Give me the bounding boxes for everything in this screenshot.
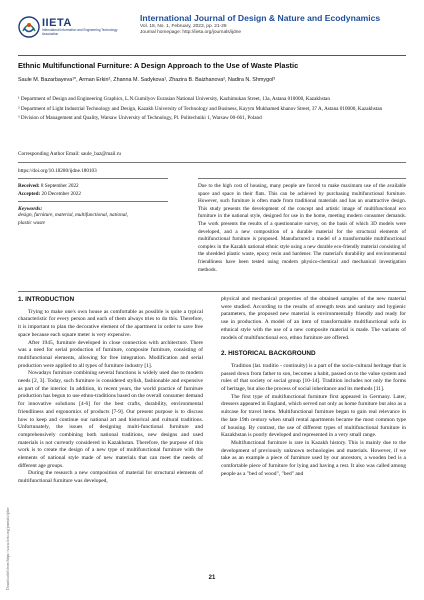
doi-link[interactable]: https://doi.org/10.18280/ijdne.180103	[18, 168, 97, 174]
iieta-logo-icon	[18, 16, 40, 38]
affiliation-3: ³ Division of Management and Quality, Warsaw University of Technology, Pl. Politechniki 1, Warsaw 00-661, Poland	[18, 115, 262, 121]
paragraph: During the research a new composition of material for structural elements of multifunctional furniture was developed,	[18, 470, 203, 485]
article-info-box	[18, 178, 168, 227]
homepage-line[interactable]: Journal homepage: http://iieta.org/journals/ijdne	[140, 30, 242, 35]
affiliation-1: ¹ Department of Design and Engineering Graphics, L.N.Gumilyov Eurasian National University, Kazhimukan Street, 13a, Astana 010000, Kazakhstan	[18, 96, 330, 102]
journal-logo[interactable]	[18, 16, 128, 38]
received-label: Received:	[18, 183, 40, 189]
affiliations	[18, 95, 406, 124]
side-download-notice: Downloaded from https://www.iieta.org/journals/ijdne	[6, 507, 10, 590]
abstract-text: Due to the high cost of housing, many people are forced to make maximum use of the available space and space in their flats. This can be achieved by purchasing multifunctional furniture. However, such furniture is often made from traditional materials and has an unattractive design. This study presents the development of the concept and artistic image of multifunctional eco furniture in the national style, designed for use in the home, meeting modern consumer demands. The work presents the results of a questionnaire survey, on the basis of which 3D models were developed, and a new composition of a durable material for the structural elements of multifunctional furniture is proposed. Manufactured a model of a transformable multifunctional complex in the Kazakh national ethnic style using a new durable eco-friendly material consisting of the shredded plastic waste, epoxy resin and hardener. The material's durability and environmental friendliness have been tested using modern physico-chemical and mechanical investigation methods.	[198, 183, 406, 273]
info-mid-divider	[18, 201, 168, 202]
journal-meta	[140, 24, 241, 36]
abstract-bottom-divider	[18, 291, 406, 292]
article-dates	[18, 179, 168, 201]
paragraph: physical and mechanical properties of the obtained samples of the new material were studied. According to the results of strength tests and sanitary and hygienic parameters, the proposed new material is environmentally friendly and ready for use in production. A model of an item of transformable multifunctional sofa in ethnical style with the use of a new composite material is made. The variants of models of multifunctional eco, ethno furniture are offered.	[221, 296, 406, 341]
accepted-value: 20 December 2022	[41, 190, 81, 197]
paragraph: Multifunctional furniture is rare in Kazakh history. This is mainly due to the development of previously unknown technologies and materials. However, if we take as an example a piece of furniture used by our ancestors, a wooden bed is a comfortable piece of furniture for lying and having a rest. It also was called among people as a "bed of wood", "bed" and	[221, 439, 406, 477]
section-heading-introduction: 1. INTRODUCTION	[18, 296, 75, 303]
logo-subtitle: International Information and Engineering Technology Association	[42, 28, 118, 36]
accepted-label: Accepted:	[18, 190, 41, 197]
logo-wordmark: IIETA	[42, 17, 72, 29]
accepted-date	[18, 191, 168, 199]
paragraph: After 1945, furniture developed in close connection with architecture. There was a need for serial production of furniture, composite furniture, consisting of multifunctional elements, allowing for free integration. Modification and serial production were applied to all types of furniture industry [1].	[18, 339, 203, 369]
received-date	[18, 183, 168, 191]
affiliation-2: ² Department of Light Industrial Technology and Design, Kazakh University of Technology and Business, Kayym Mukhamed khanov Street, 37 A, Astana 010000, Kazakhstan	[18, 105, 383, 112]
paragraph: The first type of multifunctional furniture first appeared in Germany. Later, dressers appeared in England, which served not only as home furniture but also as a suitcase for travel items. Multifunctional furniture began to gain real relevance in the late 19th century when small rental apartments became the most common type of housing. By contrast, the use of different types of multifunctional furniture in Kazakhstan is poorly developed and represented in a very small range.	[221, 393, 406, 439]
abstract-top-divider	[198, 178, 406, 179]
paragraph: Tradition (lat. traditio - continuity) is a part of the socio-cultural heritage that is passed down from father to son, becomes a habit, passed on to the value system and rules of that society or social group [10-14]. Tradition includes not only the forms of heritage, but also the process of social inheritance and its methods [11].	[221, 362, 406, 393]
paragraph: Nowadays furniture combining several functions is widely used due to modern needs [2, 3]. Today, such furniture is considered stylish, fashionable and expensive as part of the interior. In addition, in recent years, the world practice of furniture production has begun to use ethno-traditions based on the overall consumer demand for innovative solutions [4-6] for the best crafts, durability, environmental friendliness and ergonomics of products [7-9]. Our present purpose is to discuss how to keep and continue our national art and historical and cultural traditions. Unfortunately, the issues of designing multi-functional furniture and comprehensively combining both national traditions, new designs and used materials is not currently considered in Kazakhstan. Therefore, the purpose of this work is to create the design of a new type of multifunctional furniture with the elements of national style made of new materials that can meet the needs of different age groups.	[18, 370, 203, 469]
paragraph: Trying to make one's own house as comfortable as possible is quite a typical characteristic for every person and each of them always tries to do this. Therefore, it is important to plan the decorative element of the apartment in order to save free space because each square meter is very expensive.	[18, 308, 203, 338]
article-title: Ethnic Multifunctional Furniture: A Design Approach to the Use of Waste Plastic	[18, 61, 299, 70]
body-column-left	[18, 296, 203, 486]
body-column-right	[221, 296, 406, 478]
volume-line: Vol. 18, No. 1, February, 2023, pp. 21-28	[140, 24, 227, 29]
received-value: 8 September 2022	[40, 183, 79, 189]
author-list: Saule M. Bazarbayeva¹*, Arman Erkin², Zhanna M. Sadykova¹, Zhazira B. Baizhanova², Nadira N. Shmygol³	[18, 77, 276, 83]
section-heading-historical-background: 2. HISTORICAL BACKGROUND	[221, 350, 316, 358]
corresponding-divider	[18, 162, 406, 163]
header-divider	[18, 55, 406, 56]
keywords-list: design, furniture, material, multifunctional, national, plastic waste	[18, 212, 129, 226]
corresponding-author[interactable]: Corresponding Author Email: saule_baz@mail.ru	[18, 151, 122, 157]
keywords-heading: Keywords:	[18, 206, 43, 212]
page-number: 21	[208, 575, 216, 581]
journal-title: International Journal of Design & Nature and Ecodynamics	[140, 13, 381, 23]
journal-header	[18, 12, 406, 42]
